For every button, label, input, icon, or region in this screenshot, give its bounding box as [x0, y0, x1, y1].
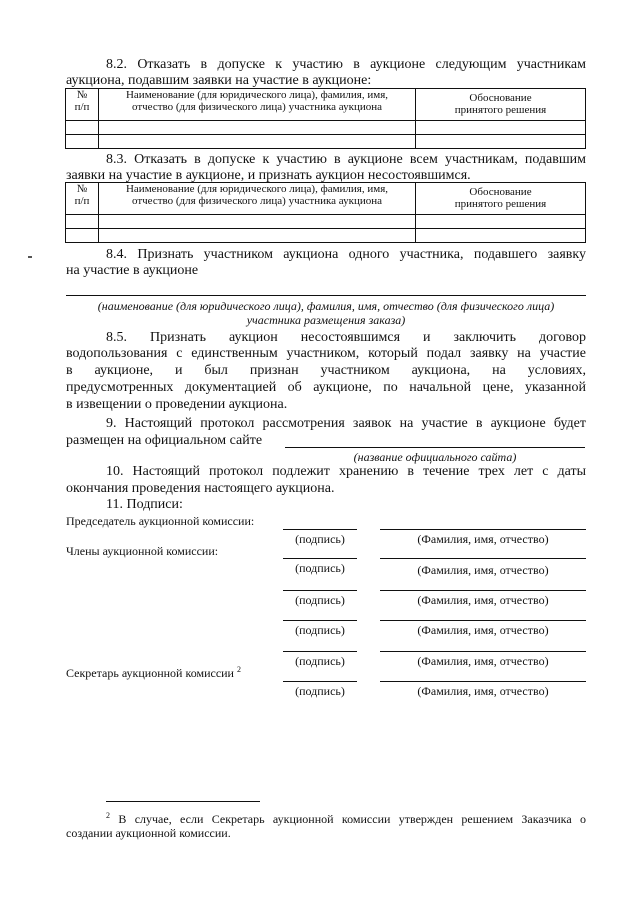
table-header-num: № п/п	[66, 89, 99, 121]
table-row	[66, 121, 586, 135]
fio-line	[380, 681, 586, 682]
fio-caption: (Фамилия, имя, отчество)	[417, 593, 549, 607]
fio-caption: (Фамилия, имя, отчество)	[417, 532, 549, 546]
table-row	[66, 215, 586, 229]
signature-caption: (подпись)	[295, 561, 345, 575]
signature-caption: (подпись)	[295, 684, 345, 698]
table-header-name: Наименование (для юридического лица), фамилия, имя, отчество (для физического лица) участника аукциона	[99, 89, 416, 121]
signature-line	[283, 590, 357, 591]
section-8-3-line2: заявки на участие в аукционе, и признать аукцион несостоявшимся.	[66, 168, 471, 183]
table-header-reason: Обоснование принятого решения	[416, 89, 586, 121]
signature-line	[283, 681, 357, 682]
footnote-separator	[106, 801, 260, 802]
section-8-5-line3: в аукционе, и был признан участником аукциона, на условиях,	[66, 363, 586, 378]
chairman-label: Председатель аукционной комиссии:	[66, 514, 255, 528]
signature-caption: (подпись)	[295, 654, 345, 668]
section-8-4-line2: на участие в аукционе	[66, 263, 199, 278]
fio-caption: (Фамилия, имя, отчество)	[417, 563, 549, 577]
section-8-2-line1: 8.2. Отказать в допуске к участию в аукционе следующим участникам	[106, 57, 586, 72]
rejection-table-2	[65, 182, 586, 243]
section-8-5-line1: 8.5. Признать аукцион несостоявшимся и заключить договор	[106, 330, 586, 345]
section-9-line2: размещен на официальном сайте	[66, 433, 263, 448]
site-name-caption: (название официального сайта)	[353, 450, 517, 464]
fio-caption: (Фамилия, имя, отчество)	[417, 684, 549, 698]
fio-line	[380, 651, 586, 652]
fio-caption: (Фамилия, имя, отчество)	[417, 623, 549, 637]
table-row	[66, 229, 586, 243]
signature-line	[283, 620, 357, 621]
secretary-label: Секретарь аукционной комиссии $^2$	[66, 665, 241, 680]
fio-line	[380, 558, 586, 559]
section-11-title: 11. Подписи:	[106, 497, 183, 512]
site-name-underline	[285, 447, 585, 448]
fio-line	[380, 590, 586, 591]
winner-caption-2: участника размещения заказа)	[246, 313, 406, 327]
rejection-table-1	[65, 88, 586, 149]
winner-caption-1: (наименование (для юридического лица), фамилия, имя, отчество (для физического лица)	[97, 299, 555, 313]
members-label: Члены аукционной комиссии:	[66, 544, 219, 558]
table-header-name: Наименование (для юридического лица), фамилия, имя, отчество (для физического лица) участника аукциона	[99, 183, 416, 215]
section-8-5-line4: предусмотренных документацией об аукционе, по начальной цене, указанной	[66, 380, 586, 395]
winner-name-underline	[66, 295, 586, 296]
footnote-line1: $^2$ В случае, если Секретарь аукционной комиссии утвержден решением Заказчика о	[106, 811, 586, 826]
signature-caption: (подпись)	[295, 532, 345, 546]
signature-caption: (подпись)	[295, 623, 345, 637]
section-10-line2: окончания проведения настоящего аукциона.	[66, 481, 335, 496]
section-8-5-line5: в извещении о проведении аукциона.	[66, 397, 288, 412]
footnote-ref: 2	[236, 665, 241, 674]
fio-caption: (Фамилия, имя, отчество)	[417, 654, 549, 668]
table-row	[66, 135, 586, 149]
footnote-line2: создании аукционной комиссии.	[66, 826, 231, 840]
scan-speck	[28, 256, 32, 258]
table-header-num: № п/п	[66, 183, 99, 215]
section-8-3-line1: 8.3. Отказать в допуске к участию в аукционе всем участникам, подавшим	[106, 152, 586, 167]
table-header-reason: Обоснование принятого решения	[416, 183, 586, 215]
fio-line	[380, 529, 586, 530]
section-8-4-line1: 8.4. Признать участником аукциона одного участника, подавшего заявку	[106, 247, 586, 262]
signature-line	[283, 558, 357, 559]
section-10-line1: 10. Настоящий протокол подлежит хранению в течение трех лет с даты	[106, 464, 586, 479]
signature-line	[283, 529, 357, 530]
signature-caption: (подпись)	[295, 593, 345, 607]
section-8-2-line2: аукциона, подавшим заявки на участие в аукционе:	[66, 73, 372, 88]
section-8-5-line2: водопользования с единственным участником, который подал заявку на участие	[66, 346, 586, 361]
fio-line	[380, 620, 586, 621]
signature-line	[283, 651, 357, 652]
section-9-line1: 9. Настоящий протокол рассмотрения заявок на участие в аукционе будет	[106, 416, 586, 431]
